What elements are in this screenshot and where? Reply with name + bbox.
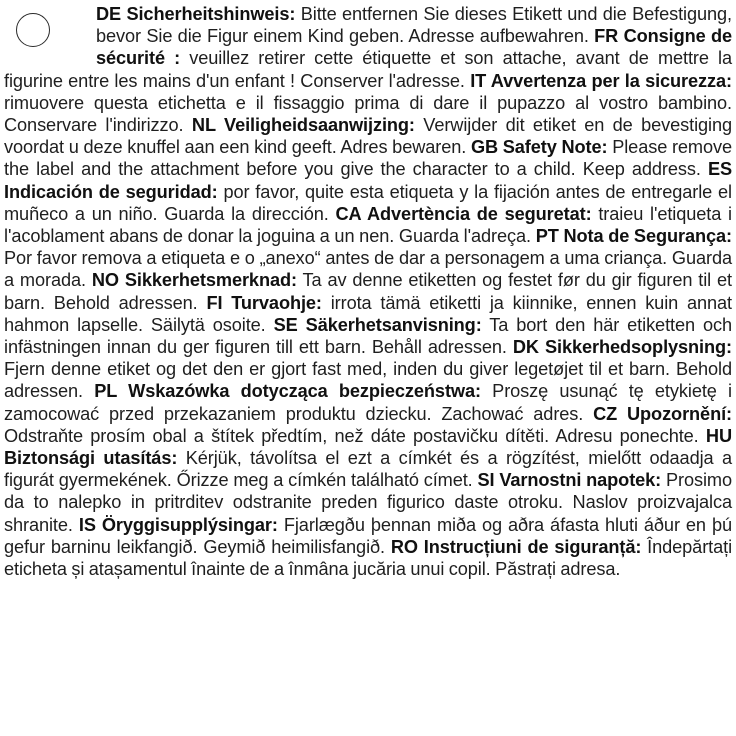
notice-es-heading: ES Indicación de seguridad: bbox=[4, 159, 732, 202]
notice-fi-text: irrota tämä etiketti ja kiinnike, ennen kuin annat hahmon lapselle. Säilytä osoite. bbox=[4, 292, 732, 335]
notice-de-heading: DE Sicherheitshinweis: bbox=[96, 4, 296, 24]
notice-cz-heading: CZ Upozornění: bbox=[593, 403, 732, 424]
notice-pl-heading: PL Wskazówka dotycząca bezpieczeństwa: bbox=[94, 381, 481, 402]
notice-fi-heading: FI Turvaohje: bbox=[206, 292, 322, 313]
notice-se-text: Ta bort den här etiketten och infästningen innan du ger figuren till ett barn. Behåll adressen. bbox=[4, 314, 733, 358]
hole-spacer bbox=[4, 3, 96, 69]
notice-fr-heading: FR Consigne de sécurité : bbox=[96, 26, 733, 69]
notice-si-text: Prosimo da to nalepko in pritrditev odstranite preden figurico daste otroku. Naslov proizvajalca shranite. bbox=[4, 470, 732, 535]
notice-de-text: Bitte entfernen Sie dieses Etikett und die Befestigung, bevor Sie die Figur einem Kind geben. Adresse aufbewahren. bbox=[96, 4, 732, 47]
notice-pt-text: Por favor remova a etiqueta e o „anexo“ antes de dar a personagem a uma criança. Guarda a morada. bbox=[4, 248, 732, 291]
notice-fr-text: veuillez retirer cette étiquette et son attache, avant de mettre la figurine entre les mains d'un enfant ! Conserver l'adresse. bbox=[4, 48, 733, 91]
notice-no-text: Ta av denne etiketten og festet før du gir figuren til et barn. Behold adressen. bbox=[4, 270, 733, 313]
notice-ca-text: traieu l'etiqueta i l'acoblament abans de donar la joguina a un nen. Guarda l'adreça. bbox=[4, 203, 732, 247]
notice-hu-text: Kérjük, távolítsa el ezt a címkét és a rögzítést, mielőtt odaadja a figurát gyermekének. Őrizze meg a címkén található címet. bbox=[4, 448, 733, 491]
notice-dk-text: Fjern denne etiket og det den er gjort fast med, inden du giver legetøjet til et barn. Behold adressen. bbox=[4, 359, 732, 402]
notice-ro-heading: RO Instrucțiuni de siguranță: bbox=[390, 536, 642, 557]
notice-no-heading: NO Sikkerhetsmerknad: bbox=[91, 270, 297, 291]
notice-it-text: rimuovere questa etichetta e il fissaggio prima di dare il pupazzo al vostro bambino. Conservare l'indirizzo. bbox=[4, 92, 732, 136]
notice-nl-text: Verwijder dit etiket en de bevestiging voordat u deze knuffel aan een kind geeft. Adres bewaren. bbox=[4, 115, 733, 158]
notice-si-heading: SI Varnostni napotek: bbox=[477, 470, 662, 491]
notice-it-heading: IT Avvertenza per la sicurezza: bbox=[470, 70, 733, 91]
notice-es-text: por favor, quite esta etiqueta y la fijación antes de entregarle el muñeco a un niño. Guarda la dirección. bbox=[4, 181, 732, 224]
notice-pt-heading: PT Nota de Segurança: bbox=[535, 226, 732, 247]
notice-gb-heading: GB Safety Note: bbox=[470, 137, 608, 158]
notice-cz-text: Odstraňte prosím obal a štítek předtím, než dáte postavičku dítěti. Adresu ponechte. bbox=[4, 425, 706, 446]
notice-ca-heading: CA Advertència de seguretat: bbox=[335, 203, 592, 224]
notice-se-heading: SE Säkerhetsanvisning: bbox=[273, 314, 482, 335]
notice-hu-heading: HU Biztonsági utasítás: bbox=[4, 425, 732, 469]
notice-is-heading: IS Öryggisupplýsingar: bbox=[78, 514, 278, 535]
multilingual-safety-notice bbox=[4, 3, 732, 580]
notice-is-text: Fjarlægðu þennan miða og aðra áfasta hluti áður en þú gefur barninu leikfangið. Geymið heimilisfangið. bbox=[4, 514, 732, 557]
notice-nl-heading: NL Veiligheidsaanwijzing: bbox=[191, 115, 415, 136]
notice-pl-text: Proszę usunąć tę etykietę i zamocować przed przekazaniem produktu dziecku. Zachować adres. bbox=[4, 381, 732, 424]
notice-gb-text: Please remove the label and the attachment before you give the character to a child. Keep address. bbox=[4, 137, 733, 180]
notice-ro-text: Îndepărtați eticheta și atașamentul înainte de a înmâna jucăria unui copil. Păstrați adresa. bbox=[4, 536, 733, 580]
notice-dk-heading: DK Sikkerhedsoplysning: bbox=[512, 337, 732, 358]
